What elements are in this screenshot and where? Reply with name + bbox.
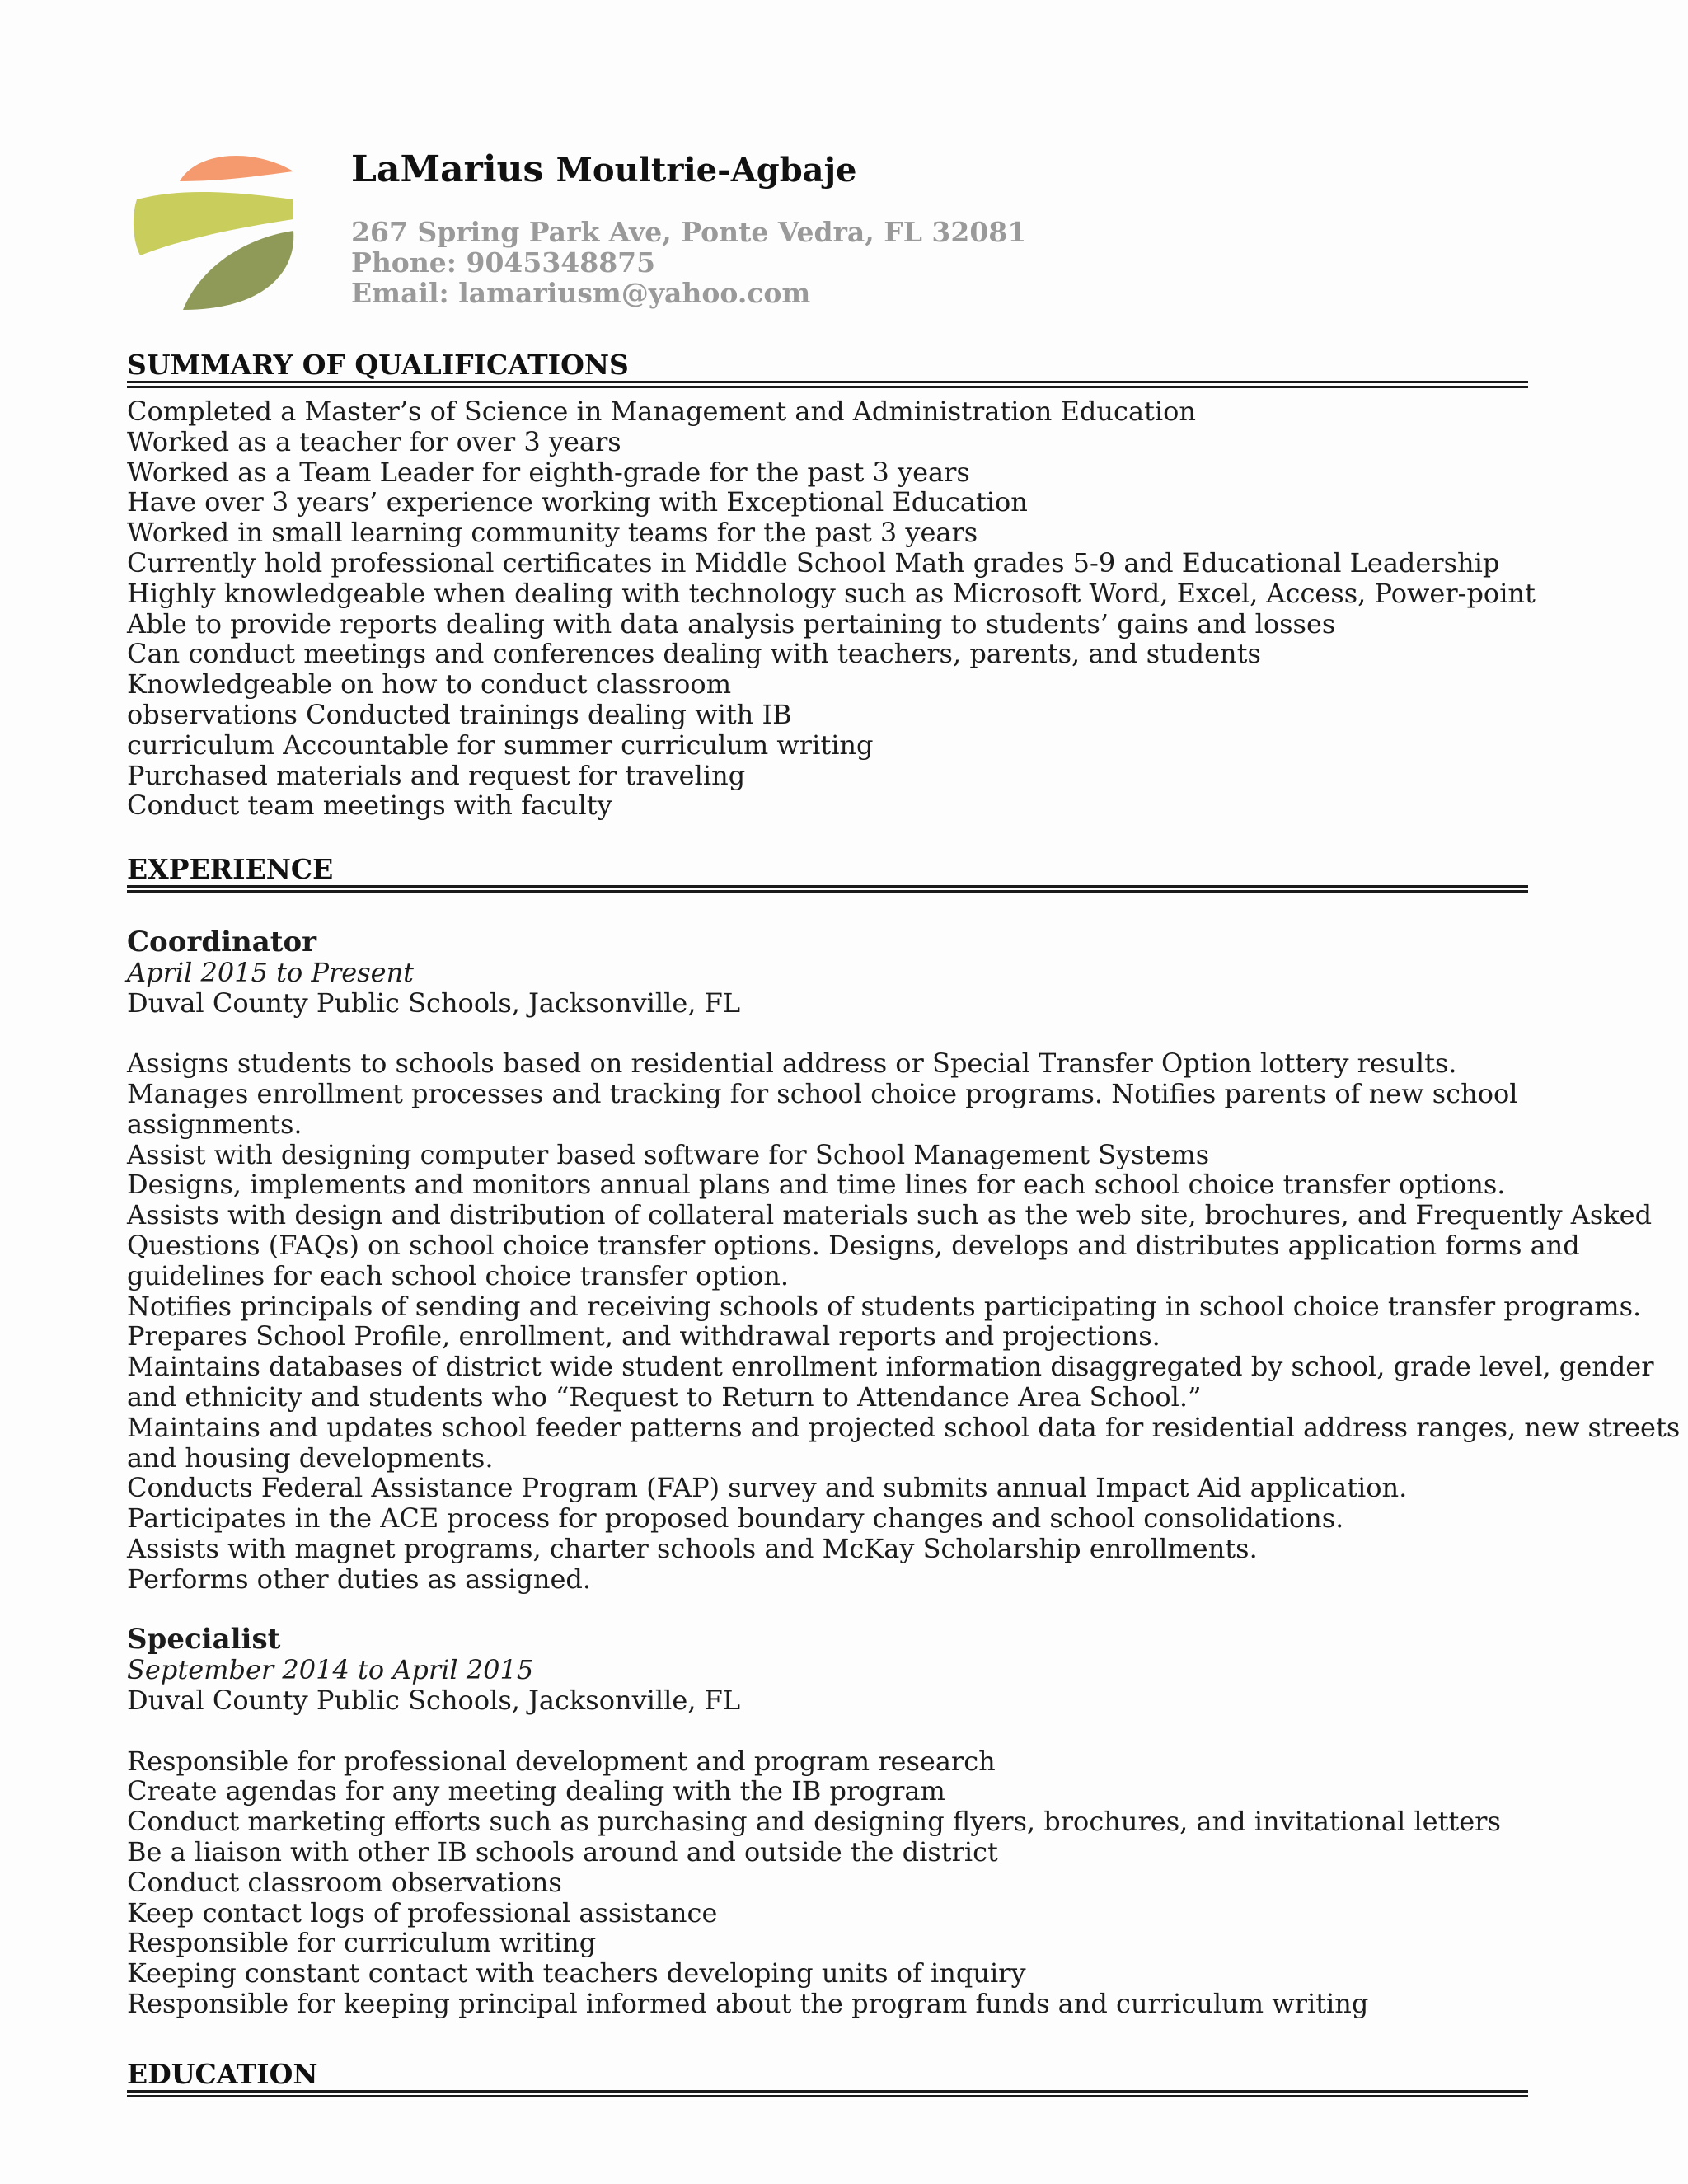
duty-line: Manages enrollment processes and tracking for school choice programs. Notifies parents of new school	[127, 1077, 1518, 1109]
job-organization: Duval County Public Schools, Jacksonville, FL	[127, 987, 741, 1019]
job-title: Coordinator	[127, 926, 317, 958]
summary-item: Worked as a Team Leader for eighth-grade for the past 3 years	[127, 456, 970, 488]
section-divider	[127, 381, 1528, 388]
job-duties	[127, 1746, 1528, 2019]
job-specialist	[127, 1624, 1528, 2018]
duty-line: Assists with design and distribution of collateral materials such as the web site, brochures, and Frequently Asked	[127, 1199, 1653, 1231]
job-coordinator	[127, 926, 1681, 1595]
duty-line: Prepares School Profile, enrollment, and withdrawal reports and projections.	[127, 1320, 1160, 1352]
summary-item: Highly knowledgeable when dealing with technology such as Microsoft Word, Excel, Access, Power-point	[127, 577, 1536, 609]
summary-item: Completed a Master’s of Science in Management and Administration Education	[127, 396, 1196, 427]
education-heading: EDUCATION	[127, 2058, 318, 2090]
duty-line: Conduct classroom observations	[127, 1866, 562, 1898]
duty-line: Participates in the ACE process for proposed boundary changes and school consolidations.	[127, 1502, 1344, 1535]
summary-item: Have over 3 years’ experience working with Exceptional Education	[127, 486, 1028, 518]
summary-item: Conduct team meetings with faculty	[127, 790, 612, 822]
duty-line: assignments.	[127, 1108, 302, 1140]
summary-item: Purchased materials and request for traveling	[127, 759, 746, 791]
job-title: Specialist	[127, 1623, 281, 1657]
section-divider	[127, 2090, 1528, 2097]
job-dates: September 2014 to April 2015	[127, 1654, 534, 1686]
phone: Phone: 9045348875	[351, 246, 656, 279]
job-dates: April 2015 to Present	[127, 956, 415, 988]
duty-line: Notifies principals of sending and receiving schools of students participating in school choice transfer programs.	[127, 1290, 1642, 1322]
duty-line: and ethnicity and students who “Request to Return to Attendance Area School.”	[127, 1380, 1202, 1413]
summary-list	[127, 396, 1536, 822]
experience-heading: EXPERIENCE	[127, 853, 334, 885]
last-name: Moultrie-Agbaje	[556, 151, 857, 190]
duty-line: Conduct marketing efforts such as purchasing and designing flyers, brochures, and invitational letters	[127, 1806, 1501, 1838]
summary-item: Able to provide reports dealing with data analysis pertaining to students’ gains and losses	[127, 607, 1336, 640]
duty-line: Responsible for curriculum writing	[127, 1927, 597, 1959]
leaf-logo-icon	[132, 148, 297, 313]
summary-item: Currently hold professional certificates in Middle School Math grades 5-9 and Educational Leadership	[127, 546, 1500, 579]
job-duties	[127, 1047, 1681, 1595]
duty-line: Create agendas for any meeting dealing with the IB program	[127, 1775, 945, 1807]
summary-item: curriculum Accountable for summer curriculum writing	[127, 729, 874, 761]
duty-line: Assists with magnet programs, charter schools and McKay Scholarship enrollments.	[127, 1532, 1258, 1564]
duty-line: Assist with designing computer based software for School Management Systems	[127, 1138, 1210, 1170]
duty-line: Maintains and updates school feeder patterns and projected school data for residential address ranges, new streets	[127, 1411, 1681, 1443]
summary-item: Can conduct meetings and conferences dealing with teachers, parents, and students	[127, 638, 1261, 670]
duty-line: Maintains databases of district wide student enrollment information disaggregated by school, grade level, gender	[127, 1351, 1654, 1383]
summary-item: Knowledgeable on how to conduct classroom	[127, 668, 732, 701]
duty-line: and housing developments.	[127, 1441, 494, 1474]
duty-line: Assigns students to schools based on residential address or Special Transfer Option lottery results.	[127, 1047, 1457, 1080]
candidate-name	[351, 148, 1026, 190]
duty-line: Responsible for keeping principal informed about the program funds and curriculum writing	[127, 1987, 1369, 2019]
duty-line: Keep contact logs of professional assistance	[127, 1896, 718, 1929]
section-divider	[127, 885, 1528, 893]
summary-item: Worked as a teacher for over 3 years	[127, 425, 621, 457]
email: Email: lamariusm@yahoo.com	[351, 277, 811, 309]
job-organization: Duval County Public Schools, Jacksonville, FL	[127, 1684, 741, 1716]
address: 267 Spring Park Ave, Ponte Vedra, FL 32081	[351, 216, 1027, 248]
duty-line: Questions (FAQs) on school choice transfer options. Designs, develops and distributes application forms and	[127, 1229, 1580, 1261]
duty-line: Be a liaison with other IB schools around and outside the district	[127, 1835, 998, 1868]
duty-line: Designs, implements and monitors annual plans and time lines for each school choice transfer options.	[127, 1169, 1506, 1201]
duty-line: Responsible for professional development and program research	[127, 1745, 996, 1777]
experience-section	[127, 853, 1681, 2019]
summary-heading: SUMMARY OF QUALIFICATIONS	[127, 349, 629, 381]
duty-line: Performs other duties as assigned.	[127, 1563, 592, 1595]
duty-line: guidelines for each school choice transfer option.	[127, 1259, 790, 1291]
summary-item: Worked in small learning community teams for the past 3 years	[127, 517, 978, 549]
duty-line: Conducts Federal Assistance Program (FAP) survey and submits annual Impact Aid application.	[127, 1472, 1408, 1504]
summary-item: observations Conducted trainings dealing with IB	[127, 698, 792, 730]
resume-header	[351, 148, 1026, 308]
summary-section	[127, 349, 1536, 822]
duty-line: Keeping constant contact with teachers developing units of inquiry	[127, 1957, 1026, 1990]
first-name: LaMarius	[351, 148, 544, 190]
education-section	[127, 2059, 1528, 2097]
